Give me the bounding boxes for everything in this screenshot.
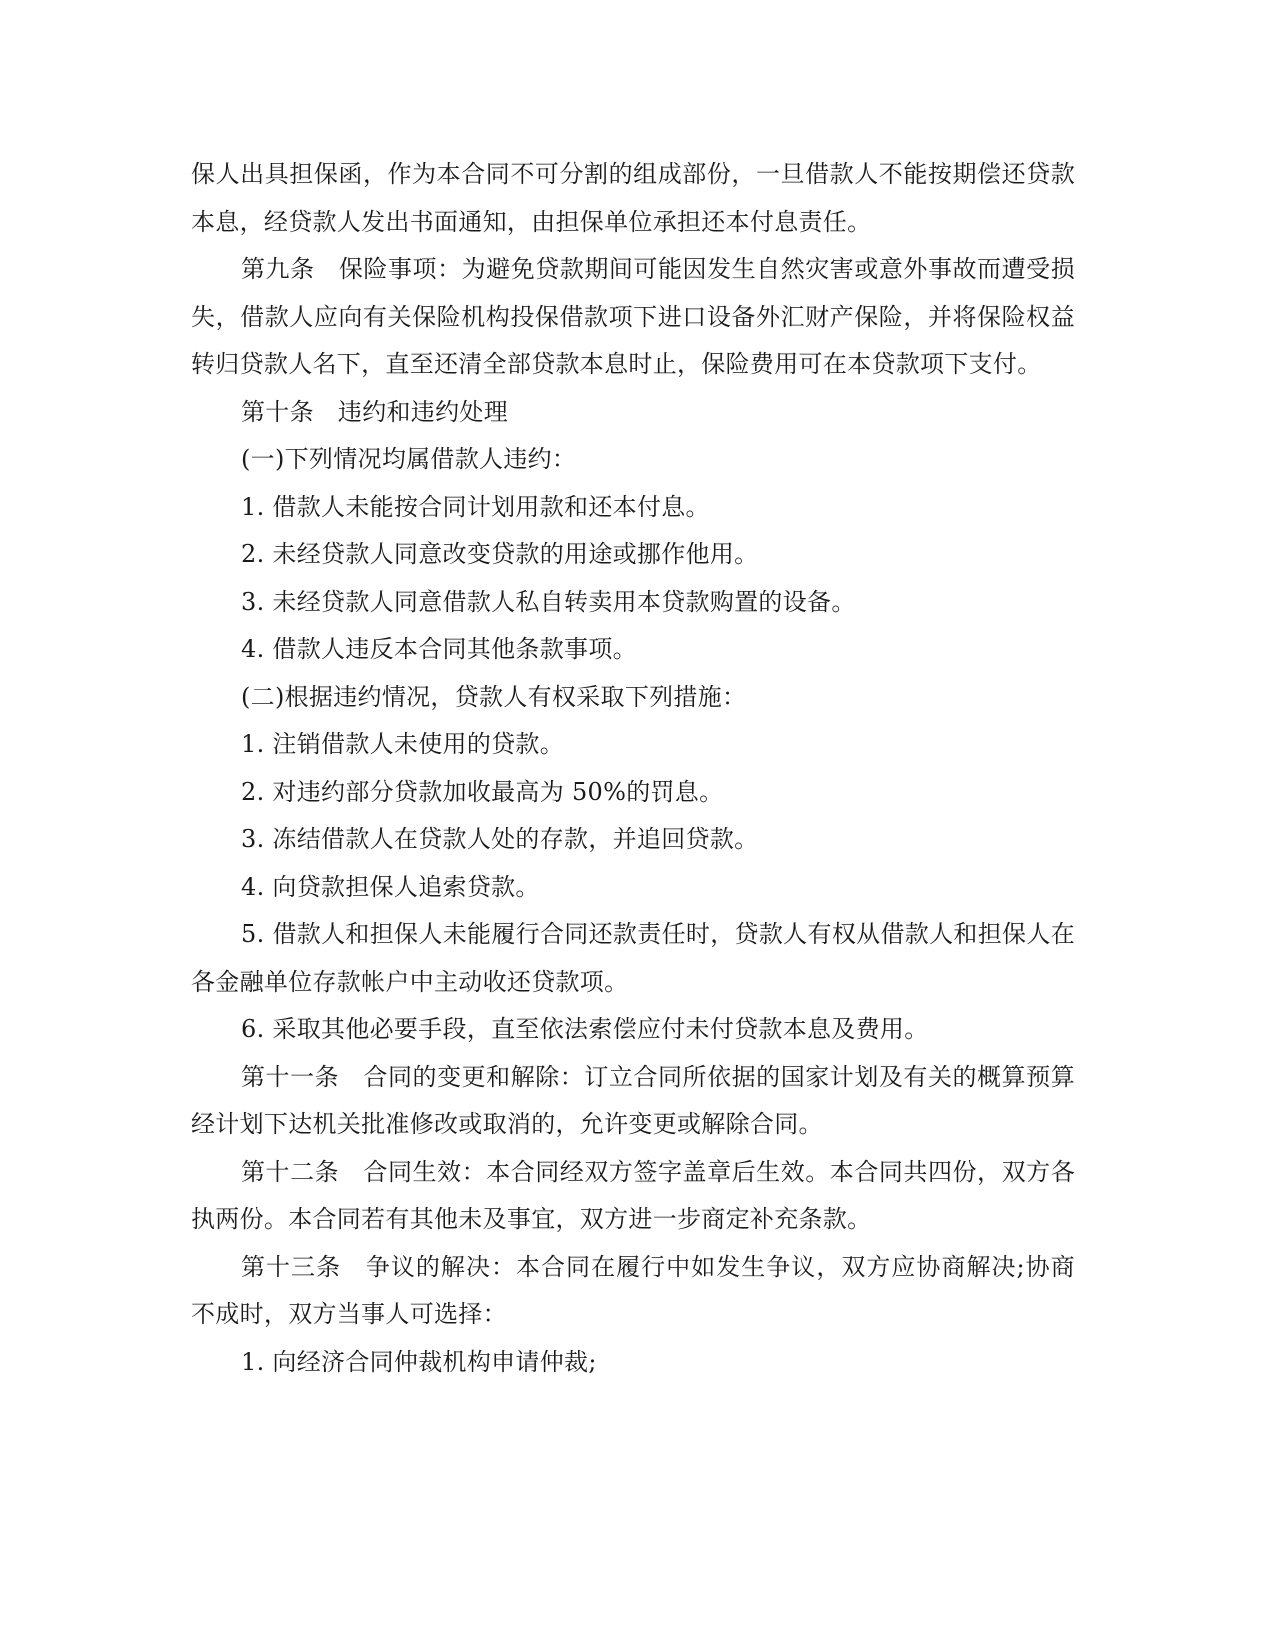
- list-item-text: 1. 借款人未能按合同计划用款和还本付息。: [241, 492, 710, 521]
- article-heading: 第十条: [241, 397, 314, 426]
- breach-item: [191, 484, 1075, 532]
- document-body: [191, 151, 1075, 1386]
- paragraph-text: 保人出具担保函，作为本合同不可分割的组成部份，一旦借款人不能按期偿还贷款本息，经贷款人发出书面通知，由担保单位承担还本付息责任。: [191, 160, 1075, 236]
- article-text: 违约和违约处理: [337, 397, 509, 426]
- article-text: 争议的解决：本合同在履行中如发生争议，双方应协商解决;协商不成时，双方当事人可选择：: [191, 1252, 1075, 1328]
- list-item-text: 5. 借款人和担保人未能履行合同还款责任时，贷款人有权从借款人和担保人在各金融单位存款帐户中主动收还贷款项。: [191, 920, 1075, 996]
- breach-item: [191, 579, 1075, 627]
- article-heading: 第十三条: [241, 1252, 342, 1281]
- paragraph-guarantee-continuation: [191, 151, 1075, 246]
- list-item-text: 2. 未经贷款人同意改变贷款的用途或挪作他用。: [241, 540, 759, 568]
- article-heading: 第九条: [241, 255, 315, 283]
- remedy-item: [191, 769, 1075, 817]
- list-item-text: 6. 采取其他必要手段，直至依法索偿应付未付贷款本息及费用。: [241, 1015, 929, 1043]
- list-item-text: (一)下列情况均属借款人违约：: [241, 445, 577, 473]
- list-item-text: (二)根据违约情况，贷款人有权采取下列措施：: [241, 682, 747, 711]
- list-item-text: 3. 冻结借款人在贷款人处的存款，并追回贷款。: [241, 825, 759, 853]
- article-text: 保险事项：为避免贷款期间可能因发生自然灾害或意外事故而遭受损失，借款人应向有关保险机构投保借款项下进口设备外汇财产保险，并将保险权益转归贷款人名下，直至还清全部贷款本息时止，保险费用可在本贷款项下支付。: [191, 255, 1075, 378]
- remedy-item: [191, 1006, 1075, 1054]
- breach-item: [191, 626, 1075, 674]
- breach-item: [191, 531, 1075, 579]
- breach-section-1-title: [191, 436, 1075, 484]
- remedy-item: [191, 864, 1075, 912]
- list-item-text: 4. 借款人违反本合同其他条款事项。: [241, 635, 637, 663]
- remedy-item: [191, 911, 1075, 1006]
- list-item-text: 1. 向经济合同仲裁机构申请仲裁;: [241, 1347, 597, 1376]
- article-9-insurance: [191, 246, 1075, 389]
- article-12-effectiveness: [191, 1149, 1075, 1244]
- article-11-modification: [191, 1054, 1075, 1149]
- list-item-text: 1. 注销借款人未使用的贷款。: [241, 730, 565, 758]
- breach-section-2-title: [191, 674, 1075, 722]
- article-10-breach: [191, 389, 1075, 437]
- article-heading: 第十一条: [241, 1062, 340, 1091]
- list-item-text: 4. 向贷款担保人追索贷款。: [241, 872, 540, 901]
- article-text: 合同生效：本合同经双方签字盖章后生效。本合同共四份，双方各执两份。本合同若有其他未及事宜，双方进一步商定补充条款。: [191, 1157, 1075, 1233]
- article-text: 合同的变更和解除：订立合同所依据的国家计划及有关的概算预算经计划下达机关批准修改或取消的，允许变更或解除合同。: [191, 1062, 1075, 1138]
- remedy-item: [191, 721, 1075, 769]
- article-13-disputes: [191, 1244, 1075, 1339]
- remedy-item: [191, 816, 1075, 864]
- article-heading: 第十二条: [241, 1157, 340, 1186]
- dispute-option-item: [191, 1339, 1075, 1387]
- list-item-text: 3. 未经贷款人同意借款人私自转卖用本贷款购置的设备。: [241, 587, 856, 616]
- list-item-text: 2. 对违约部分贷款加收最高为 50%的罚息。: [241, 777, 724, 806]
